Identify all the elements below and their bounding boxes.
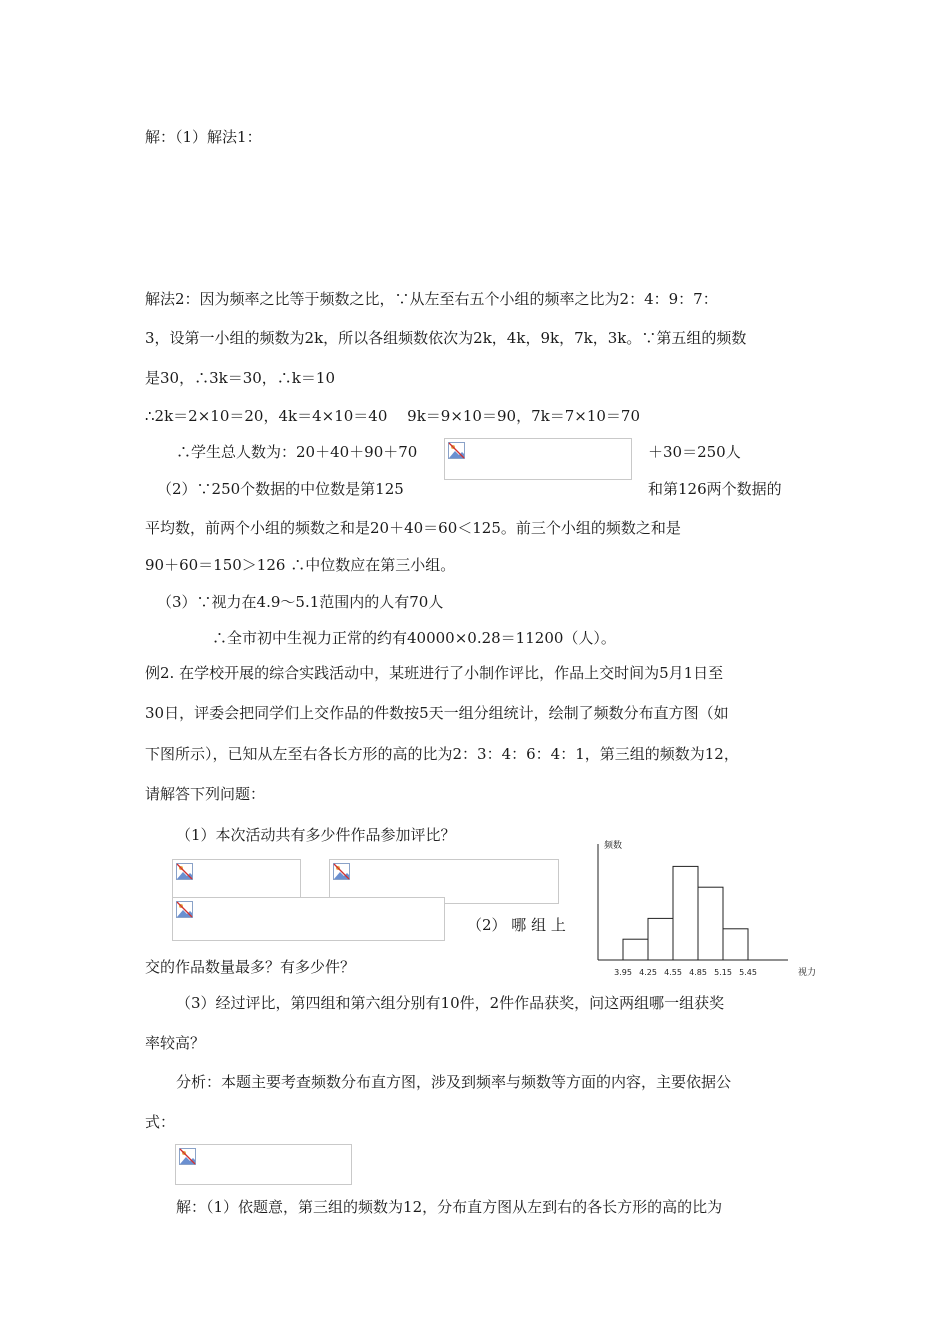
x-tick-label: 5.15 xyxy=(714,968,732,977)
x-tick-label: 3.95 xyxy=(614,968,632,977)
question-1: （1）本次活动共有多少件作品参加评比？ xyxy=(176,826,456,844)
text-line: 率较高？ xyxy=(145,1034,206,1052)
histogram-bar xyxy=(698,887,723,960)
broken-image-icon xyxy=(176,901,193,918)
text-line: 30日，评委会把同学们上交作品的件数按5天一组分组统计，绘制了频数分布直方图（如 xyxy=(145,704,729,722)
text-line: ∴全市初中生视力正常的约有40000×0.28＝11200（人）。 xyxy=(212,629,616,647)
solution-text: 解：（1）依题意，第三组的频数为12，分布直方图从左到右的各长方形的高的比为 xyxy=(176,1198,723,1216)
text-line: （2）∵250个数据的中位数是第125 xyxy=(157,480,404,498)
example-2-heading: 例2. 在学校开展的综合实践活动中，某班进行了小制作评比，作品上交时间为5月1日至 xyxy=(145,664,724,682)
broken-image-icon xyxy=(179,1148,196,1165)
text-line: 下图所示），已知从左至右各长方形的高的比为2：3：4：6：4：1，第三组的频数为12， xyxy=(145,745,739,763)
x-tick-label: 4.25 xyxy=(639,968,657,977)
solution-1-heading: 解：（1）解法1： xyxy=(145,128,262,146)
text-line: ∴学生总人数为：20＋40＋90＋70 xyxy=(176,443,418,461)
text-line: 请解答下列问题： xyxy=(145,785,266,803)
embedded-image xyxy=(444,438,632,480)
x-tick-label: 4.85 xyxy=(689,968,707,977)
text-line: ∴2k＝2×10＝20，4k＝4×10＝40 9k＝9×10＝90，7k＝7×10＝70 xyxy=(145,407,640,425)
frequency-histogram xyxy=(590,832,830,982)
broken-image-icon xyxy=(448,442,465,459)
x-axis-label: 视力 xyxy=(798,968,817,978)
question-3: （3）经过评比，第四组和第六组分别有10件，2件作品获奖，问这两组哪一组获奖 xyxy=(176,994,725,1012)
text-line: 和第126两个数据的 xyxy=(648,480,782,498)
text-line: 解法2：因为频率之比等于频数之比，∵从左至右五个小组的频率之比为2：4：9：7： xyxy=(145,290,718,308)
text-line: 交的作品数量最多？有多少件？ xyxy=(145,958,356,976)
broken-image-icon xyxy=(333,863,350,880)
broken-image-icon xyxy=(176,863,193,880)
text-line: ＋30＝250人 xyxy=(648,443,741,461)
text-line: 90＋60＝150＞126 ∴中位数应在第三小组。 xyxy=(145,556,456,574)
text-line: 式： xyxy=(145,1113,176,1131)
embedded-image xyxy=(175,1144,352,1185)
histogram-bar xyxy=(673,866,698,960)
text-line: 平均数，前两个小组的频数之和是20＋40＝60＜125。前三个小组的频数之和是 xyxy=(145,519,681,537)
y-axis-label: 频数 xyxy=(604,841,623,851)
histogram-bar xyxy=(648,918,673,960)
analysis-text: 分析：本题主要考查频数分布直方图，涉及到频率与频数等方面的内容，主要依据公 xyxy=(176,1073,732,1091)
histogram-bar xyxy=(623,939,648,960)
x-tick-label: 5.45 xyxy=(739,968,757,977)
x-tick-label: 4.55 xyxy=(664,968,682,977)
text-line: （3）∵视力在4.9～5.1范围内的人有70人 xyxy=(157,593,444,611)
question-2-start: （2） 哪 组 上 xyxy=(467,916,566,934)
text-line: 3，设第一小组的频数为2k，所以各组频数依次为2k，4k，9k，7k，3k。∵第五组的频数 xyxy=(145,329,747,347)
histogram-bar xyxy=(723,929,748,960)
embedded-image xyxy=(172,897,445,941)
embedded-image xyxy=(172,859,301,899)
text-line: 是30，∴3k＝30，∴k＝10 xyxy=(145,369,335,387)
